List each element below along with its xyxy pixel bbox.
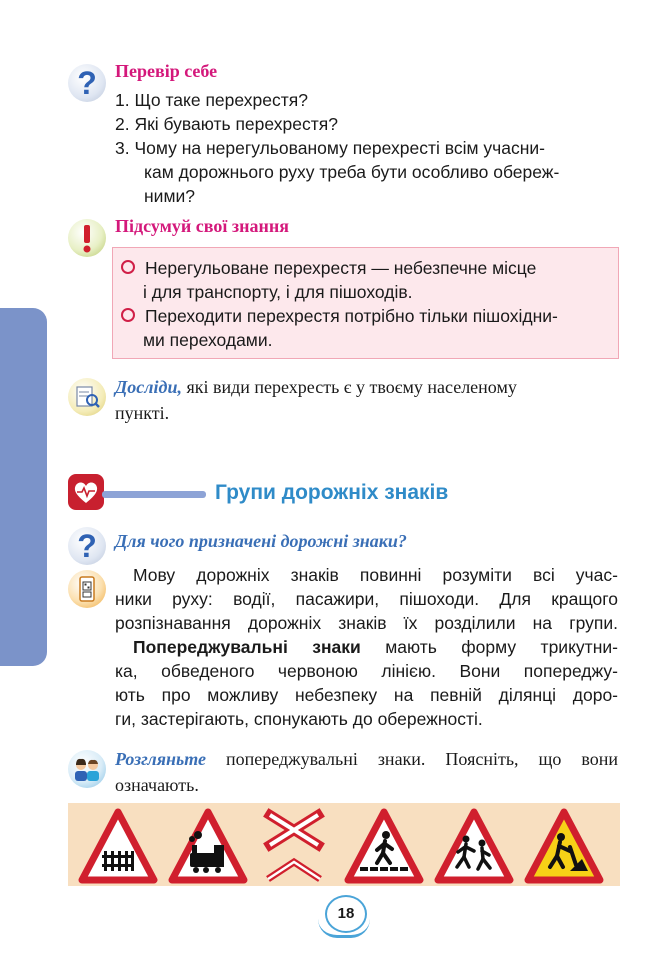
body-p2-line: ють про можливу небезпеку на певній ділянці доро- bbox=[115, 685, 618, 705]
check-list-item: ними? bbox=[144, 186, 195, 206]
warning-signs-strip bbox=[68, 803, 620, 886]
heart-icon bbox=[68, 474, 104, 510]
summary-box bbox=[112, 247, 619, 359]
section-title: Групи дорожніх знаків bbox=[215, 481, 449, 504]
explore-text-line2: пункті. bbox=[115, 403, 170, 423]
pedestrian-crossing-sign bbox=[348, 812, 420, 880]
road-works-sign bbox=[528, 812, 600, 880]
summary-point-cont: і для транспорту, і для пішоходів. bbox=[143, 282, 413, 302]
side-tab bbox=[0, 308, 47, 666]
railway-crossing-with-barrier-sign bbox=[82, 812, 154, 880]
pupils-icon bbox=[68, 750, 106, 788]
circle-bullet-icon bbox=[121, 308, 135, 322]
body-p1-line: ники руху: водії, пасажири, пішоходи. Для кращого bbox=[115, 589, 618, 609]
railway-crossing-cross-sign bbox=[268, 815, 320, 879]
warning-signs-term: Попереджувальні знаки bbox=[133, 637, 361, 657]
railway-crossing-without-barrier-sign bbox=[172, 812, 244, 880]
summary-point: Переходити перехрестя потрібно тільки пішохідни- bbox=[121, 304, 558, 328]
check-list-item: 2. Які бувають перехрестя? bbox=[115, 114, 338, 134]
page-number: 18 bbox=[325, 895, 367, 933]
section-line bbox=[102, 491, 206, 498]
question-icon: ? bbox=[68, 527, 106, 565]
summary-point: Нерегульоване перехрестя — небезпечне місце bbox=[121, 256, 536, 280]
magnifier-document-icon bbox=[68, 378, 106, 416]
check-list-item: кам дорожнього руху треба бути особливо обереж- bbox=[144, 162, 560, 182]
body-p2-line: ги, застерігають, спонукають до обережності. bbox=[115, 709, 483, 729]
body-p1-line: розпізнавання дорожніх знаків їх розділили на групи. bbox=[115, 613, 618, 633]
summary-point-cont: ми переходами. bbox=[143, 330, 273, 350]
explore-text-line1: Досліди, які види перехресть є у твоєму населеному bbox=[115, 377, 517, 397]
consider-text-line1: Розгляньте попереджувальні знаки. Поясніть, що вони bbox=[115, 749, 618, 769]
summarize-title: Підсумуй свої знання bbox=[115, 216, 289, 236]
check-yourself-title: Перевір себе bbox=[115, 61, 218, 81]
body-p2-line: ка, обведеного червоною лінією. Вони попереджу- bbox=[115, 661, 618, 681]
exclamation-icon bbox=[68, 219, 106, 257]
body-p2-line: Попереджувальні знаки мають форму трикутни- bbox=[133, 637, 618, 657]
children-sign bbox=[438, 812, 510, 880]
consider-text-line2: означають. bbox=[115, 775, 199, 795]
qr-phone-icon bbox=[68, 570, 106, 608]
check-list-item: 3. Чому на нерегульованому перехресті всім учасни- bbox=[115, 138, 545, 158]
circle-bullet-icon bbox=[121, 260, 135, 274]
question-text: Для чого призначені дорожні знаки? bbox=[115, 531, 407, 551]
body-p1-line: Мову дорожніх знаків повинні розуміти всі учас- bbox=[133, 565, 618, 585]
check-list-item: 1. Що таке перехрестя? bbox=[115, 90, 308, 110]
question-icon: ? bbox=[68, 64, 106, 102]
